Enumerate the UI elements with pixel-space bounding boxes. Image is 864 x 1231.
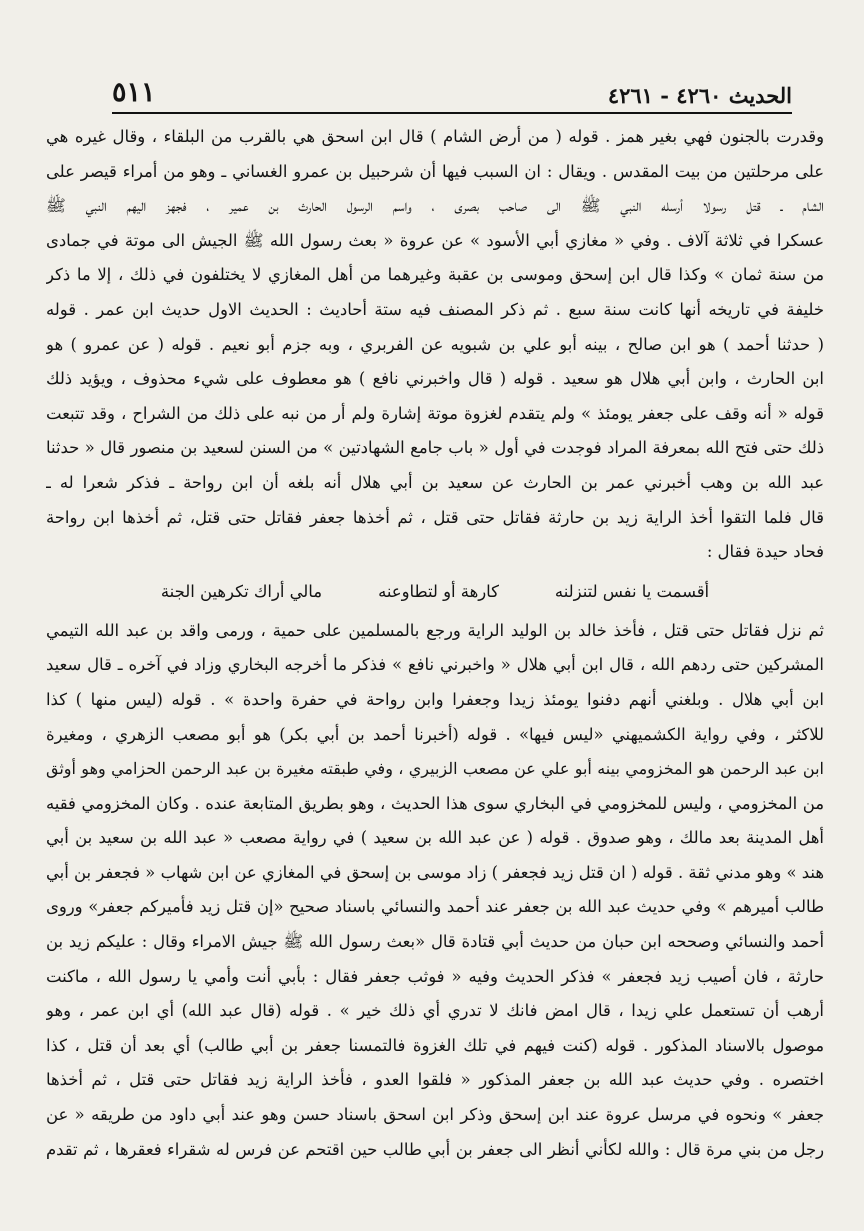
text-line: ابن الحارث ، وابن أبي هلال هو سعيد . قوله ( قال واخبرني نافع ) هو معطوف على شيء محذوف ، ويؤيد ذلك <box>46 369 824 389</box>
text-line: حارثة ، فان أصيب زيد فجعفر » فذكر الحديث وفيه « فوثب جعفر فقال : بأبي أنت وأمي يا رسول الله ، ماكنت <box>46 966 824 986</box>
text-line: موصول بالاسناد المذكور . قوله (كنت فيهم في تلك الغزوة فالتمسنا جعفر بن أبي طالب) أي بعد أن قتل ، كذا <box>46 1035 824 1055</box>
text-line: الشام ـ قتل رسولا أرسله النبي ﷺ الى صاحب بصرى ، واسم الرسول الحارث بن عمير ، فجهز اليهم النبي ﷺ <box>46 196 824 216</box>
verse-hemistich-left: مالي أراك تكرهين الجنة <box>160 581 323 601</box>
text-line: ( حدثنا أحمد ) هو ابن صالح ، بينه أبو علي بن شبويه عن الفربري ، وبه جزم أبو نعيم . قوله ( عن عمرو ) هو <box>46 334 824 354</box>
text-line: ابن عبد الرحمن هو المخزومي بينه أبو علي عن مصعب الزبيري ، وفي طبقته مغيرة بن عبد الرحمن الحزامي وهو أوثق <box>46 759 824 779</box>
text-line: خليفة في تاريخه أنها كانت سنة سبع . ثم ذكر المصنف فيه ستة أحاديث : الحديث الاول حديث ابن عمر . قوله <box>46 299 824 319</box>
text-line: قوله « أنه وقف على جعفر يومئذ » ولم يتقدم لغزوة موتة إشارة ولم أر من نبه على ذلك من الشراح ، وقد تتبعت <box>46 403 824 423</box>
text-line: قال فلما التقوا أخذ الراية زيد بن حارثة فقاتل حتى قتل ، ثم أخذها جعفر فقاتل حتى قتل، ثم أخذها ابن رواحة <box>46 507 824 527</box>
text-line: من سنة ثمان » وكذا قال ابن إسحق وموسى بن عقبة وغيرهما من أهل المغازي لا يختلفون في ذلك ، إلا ما ذكر <box>46 265 824 285</box>
text-line: ثم نزل فقاتل حتى قتل ، فأخذ خالد بن الوليد الراية ورجع بالمسلمين على حمية ، ورمى واقد بن عبد الله التيمي <box>46 620 824 640</box>
text-line: من المخزومي ، وليس للمخزومي في البخاري سوى هذا الحديث ، وهو بطريق المتابعة عنده . وكان المخزومي فقيه <box>46 793 824 813</box>
text-line: ذلك حتى فتح الله بمعرفة المراد فوجدت في أول « باب جامع الشهادتين » من السنن لسعيد بن منصور قال « حدثنا <box>46 438 824 458</box>
text-line: عسكرا في ثلاثة آلاف . وفي « مغازي أبي الأسود » عن عروة « بعث رسول الله ﷺ الجيش الى موتة في جمادى <box>46 230 824 250</box>
text-line: على مرحلتين من بيت المقدس . ويقال : ان السبب فيها أن شرحبيل بن عمرو الغساني ـ وهو من أمراء قيصر على <box>46 161 824 181</box>
text-line: المشركين حتى ردهم الله ، قال ابن أبي هلال « واخبرني نافع » فذكر ما أخرجه البخاري وزاد في آخره ـ قال سعيد <box>46 655 824 675</box>
text-line: اختصره . وفي حديث عبد الله بن جعفر المذكور « فلقوا العدو ، فأخذ الراية زيد فقاتل حتى قتل ، ثم أخذها <box>46 1070 824 1090</box>
text-line: أرهب أن تستعمل علي زيدا ، قال امض فانك لا تدري أي ذلك خير » . قوله (قال عبد الله) أي ابن عمر ، وهو <box>46 1001 824 1021</box>
text-line: طالب أميرهم » وفي حديث عبد الله بن جعفر عند أحمد والنسائي باسناد صحيح «إن قتل زيد فأميركم جعفر» وروى <box>46 897 824 917</box>
text-line: أهل المدينة بعد مالك ، وهو صدوق . قوله ( عن عبد الله بن سعيد ) في رواية مصعب « عبد الله بن سعيد بن أبي <box>46 828 824 848</box>
text-line: أحمد والنسائي وصححه ابن حبان من حديث أبي قتادة قال «بعث رسول الله ﷺ جيش الامراء وقال : عليكم زيد بن <box>46 932 824 952</box>
page-header <box>112 64 792 108</box>
text-line: رجل من بني مرة قال : والله لكأني أنظر الى جعفر بن أبي طالب حين اقتحم عن فرس له شقراء فعقرها ، ثم تقدم <box>46 1139 824 1159</box>
verse-hemistich-right: أقسمت يا نفس لتنزلنه <box>554 581 710 601</box>
text-line: عبد الله بن وهب أخبرني عمر بن الحارث عن سعيد بن أبي هلال أنه بلغه أن ابن رواحة ـ فذكر شعرا له ـ <box>46 472 824 492</box>
running-title: الحديث ٤٢٦٠ - ٤٢٦١ <box>607 83 792 108</box>
text-line: فحاد حيدة فقال : <box>706 542 824 562</box>
text-line: هند » وهو مدني ثقة . قوله ( ان قتل زيد فجعفر ) زاد موسى بن إسحق في المغازي عن ابن شهاب « فجعفر بن أبي <box>46 862 824 882</box>
header-rule <box>112 112 792 114</box>
text-line: للاكثر ، وفي رواية الكشميهني «ليس فيها» . قوله (أخبرنا أحمد بن أبي بكر) هو أبو مصعب الزهري ، ومغيرة <box>46 724 824 744</box>
body-text <box>46 120 824 1167</box>
text-line: جعفر » ونحوه في مرسل عروة عند ابن إسحق وذكر ابن اسحق باسناد حسن وهو عند أبي داود من طريقه « عن <box>46 1105 824 1125</box>
verse-hemistich-middle: كارهة أو لتطاوعنه <box>378 581 499 601</box>
poem-verse <box>46 570 824 614</box>
text-line: ابن أبي هلال . وبلغني أنهم دفنوا يومئذ زيدا وجعفرا وابن رواحة في حفرة واحدة » . قوله (ليس منها ) كذا <box>46 689 824 709</box>
page-number: ٥١١ <box>112 77 156 108</box>
text-line: وقدرت بالجنون فهي بغير همز . قوله ( من أرض الشام ) قال ابن اسحق هي بالقرب من البلقاء ، وقال غيره هي <box>46 127 824 146</box>
